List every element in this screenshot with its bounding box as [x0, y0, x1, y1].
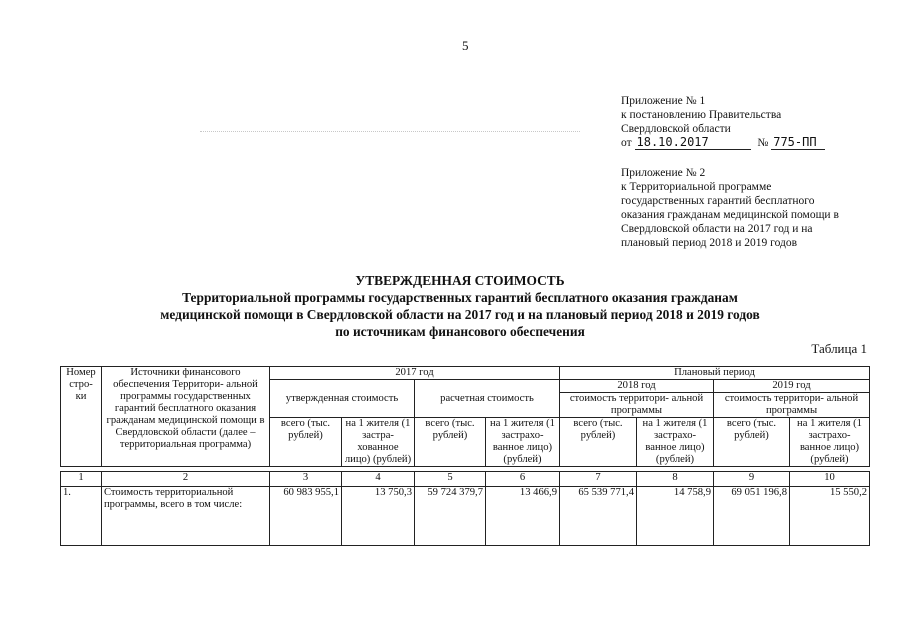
appendix-2-line: Свердловской области на 2017 год и на: [621, 223, 813, 235]
column-number: 3: [270, 472, 342, 487]
header-row: [61, 367, 870, 380]
appendix-2-block: [621, 166, 839, 250]
appendix-2-line: плановый период 2018 и 2019 годов: [621, 237, 798, 249]
header-planned-period: Плановый период: [560, 367, 870, 380]
appendix-1-line: Свердловской области: [621, 123, 731, 135]
appendix-2-line: Приложение № 2: [621, 167, 706, 179]
document-subtitle-line: по источникам финансового обеспечения: [335, 324, 585, 339]
table-label: Таблица 1: [811, 341, 867, 356]
page-number: 5: [462, 38, 469, 53]
cell-per-capita-2017-approved: 13 750,3: [342, 487, 415, 546]
header-year-2018: 2018 год: [560, 380, 714, 393]
decree-date: 18.10.2017: [635, 136, 751, 150]
cell-total-2019: 69 051 196,8: [714, 487, 790, 546]
document-title: УТВЕРЖДЕННАЯ СТОИМОСТЬ: [355, 273, 565, 288]
column-number: 1: [61, 472, 102, 487]
decree-number: 775-ПП: [771, 136, 825, 150]
document-subtitle-line: медицинской помощи в Свердловской области на 2017 год и на плановый период 2018 и 2019 годов: [160, 307, 760, 322]
appendix-1-line: Приложение № 1: [621, 95, 706, 107]
date-prefix: от: [621, 137, 632, 149]
header-total: всего (тыс. рублей): [714, 418, 790, 467]
row-number: 1.: [61, 487, 102, 546]
header-program-cost-2018: стоимость территори- альной программы: [560, 393, 714, 418]
header-calculated-cost: расчетная стоимость: [415, 380, 560, 418]
table-row: [61, 487, 870, 546]
header-approved-cost: утвержденная стоимость: [270, 380, 415, 418]
column-number: 4: [342, 472, 415, 487]
header-total: всего (тыс. рублей): [415, 418, 486, 467]
number-prefix: №: [757, 137, 769, 149]
row-financing-source: Стоимость территориальной программы, всего в том числе:: [102, 487, 270, 546]
cell-total-2017-calculated: 59 724 379,7: [415, 487, 486, 546]
header-per-capita: на 1 жителя (1 застрахо- ванное лицо) (рублей): [637, 418, 714, 467]
header-financing-source: Источники финансового обеспечения Территори- альной программы государственных гарантий бесплатного оказания гражданам медицинской помощи в Свердловской области (далее – территориальная программа): [102, 367, 270, 467]
cell-per-capita-2017-calculated: 13 466,9: [486, 487, 560, 546]
header-year-2017: 2017 год: [270, 367, 560, 380]
appendix-1-line: к постановлению Правительства: [621, 109, 782, 121]
column-number: 9: [714, 472, 790, 487]
appendix-2-line: государственных гарантий бесплатного: [621, 195, 815, 207]
column-number: 2: [102, 472, 270, 487]
column-number: 5: [415, 472, 486, 487]
cost-table: [60, 366, 870, 546]
cell-total-2018: 65 539 771,4: [560, 487, 637, 546]
column-number-row: [61, 472, 870, 487]
header-per-capita: на 1 жителя (1 застрахо- ванное лицо) (рублей): [486, 418, 560, 467]
scan-artifact-line: [200, 131, 580, 132]
document-subtitle-line: Территориальной программы государственных гарантий бесплатного оказания гражданам: [182, 290, 738, 305]
header-total: всего (тыс. рублей): [560, 418, 637, 467]
header-total: всего (тыс. рублей): [270, 418, 342, 467]
appendix-2-line: к Территориальной программе: [621, 181, 772, 193]
header-program-cost-2019: стоимость территори- альной программы: [714, 393, 870, 418]
column-number: 10: [790, 472, 870, 487]
appendix-1-block: [621, 94, 825, 150]
header-per-capita: на 1 жителя (1 застра- хованное лицо) (рублей): [342, 418, 415, 467]
header-row-number: Номер стро- ки: [61, 367, 102, 467]
appendix-1-date-line: [621, 136, 825, 150]
cell-per-capita-2018: 14 758,9: [637, 487, 714, 546]
column-number: 6: [486, 472, 560, 487]
header-per-capita: на 1 жителя (1 застрахо- ванное лицо) (рублей): [790, 418, 870, 467]
column-number: 7: [560, 472, 637, 487]
cell-per-capita-2019: 15 550,2: [790, 487, 870, 546]
appendix-2-line: оказания гражданам медицинской помощи в: [621, 209, 839, 221]
header-year-2019: 2019 год: [714, 380, 870, 393]
column-number: 8: [637, 472, 714, 487]
cell-total-2017-approved: 60 983 955,1: [270, 487, 342, 546]
